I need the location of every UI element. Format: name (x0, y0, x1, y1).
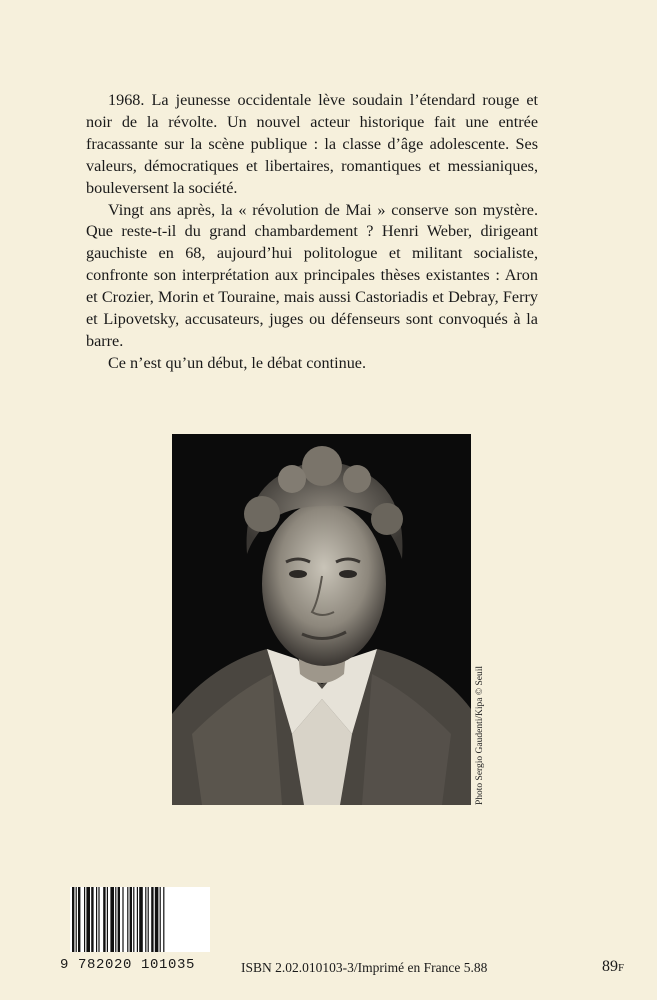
price (602, 958, 624, 976)
barcode-digits: 9 782020 101035 (60, 957, 196, 973)
blurb-text (86, 90, 538, 375)
author-portrait-photo (172, 434, 471, 805)
blurb-paragraph-3: Ce n’est qu’un début, le débat continue. (108, 353, 367, 372)
isbn-line: ISBN 2.02.010103-3/Imprimé en France 5.88 (241, 960, 488, 975)
blurb-paragraph-2: Vingt ans après, la « révolution de Mai » conserve son mystère. Que reste-t-il du grand chambardement ? Henri Weber, dirigeant gauchiste en 68, aujourd’hui politologue et militant socialiste, confronte son interprétation aux principales thèses existantes : Aron et Crozier, Morin et Touraine, mais aussi Castoriadis et Debray, Ferry et Lipovetsky, accusateurs, juges ou défenseurs sont convoqués à la barre. (86, 200, 538, 350)
portrait-illustration (172, 434, 471, 805)
price-value: 89 (602, 958, 618, 975)
barcode-image (70, 887, 210, 952)
photo-credit: Photo Sergio Gaudenti/Kipa © Seuil (475, 666, 485, 805)
price-unit: F (618, 962, 625, 974)
blurb-paragraph-1: 1968. La jeunesse occidentale lève soudain l’étendard rouge et noir de la révolte. Un nouvel acteur historique fait une entrée fracassante sur la scène publique : la classe d’âge adolescente. Ses valeurs, démocratiques et libertaires, romantiques et messianiques, bouleversent la société. (86, 91, 538, 197)
